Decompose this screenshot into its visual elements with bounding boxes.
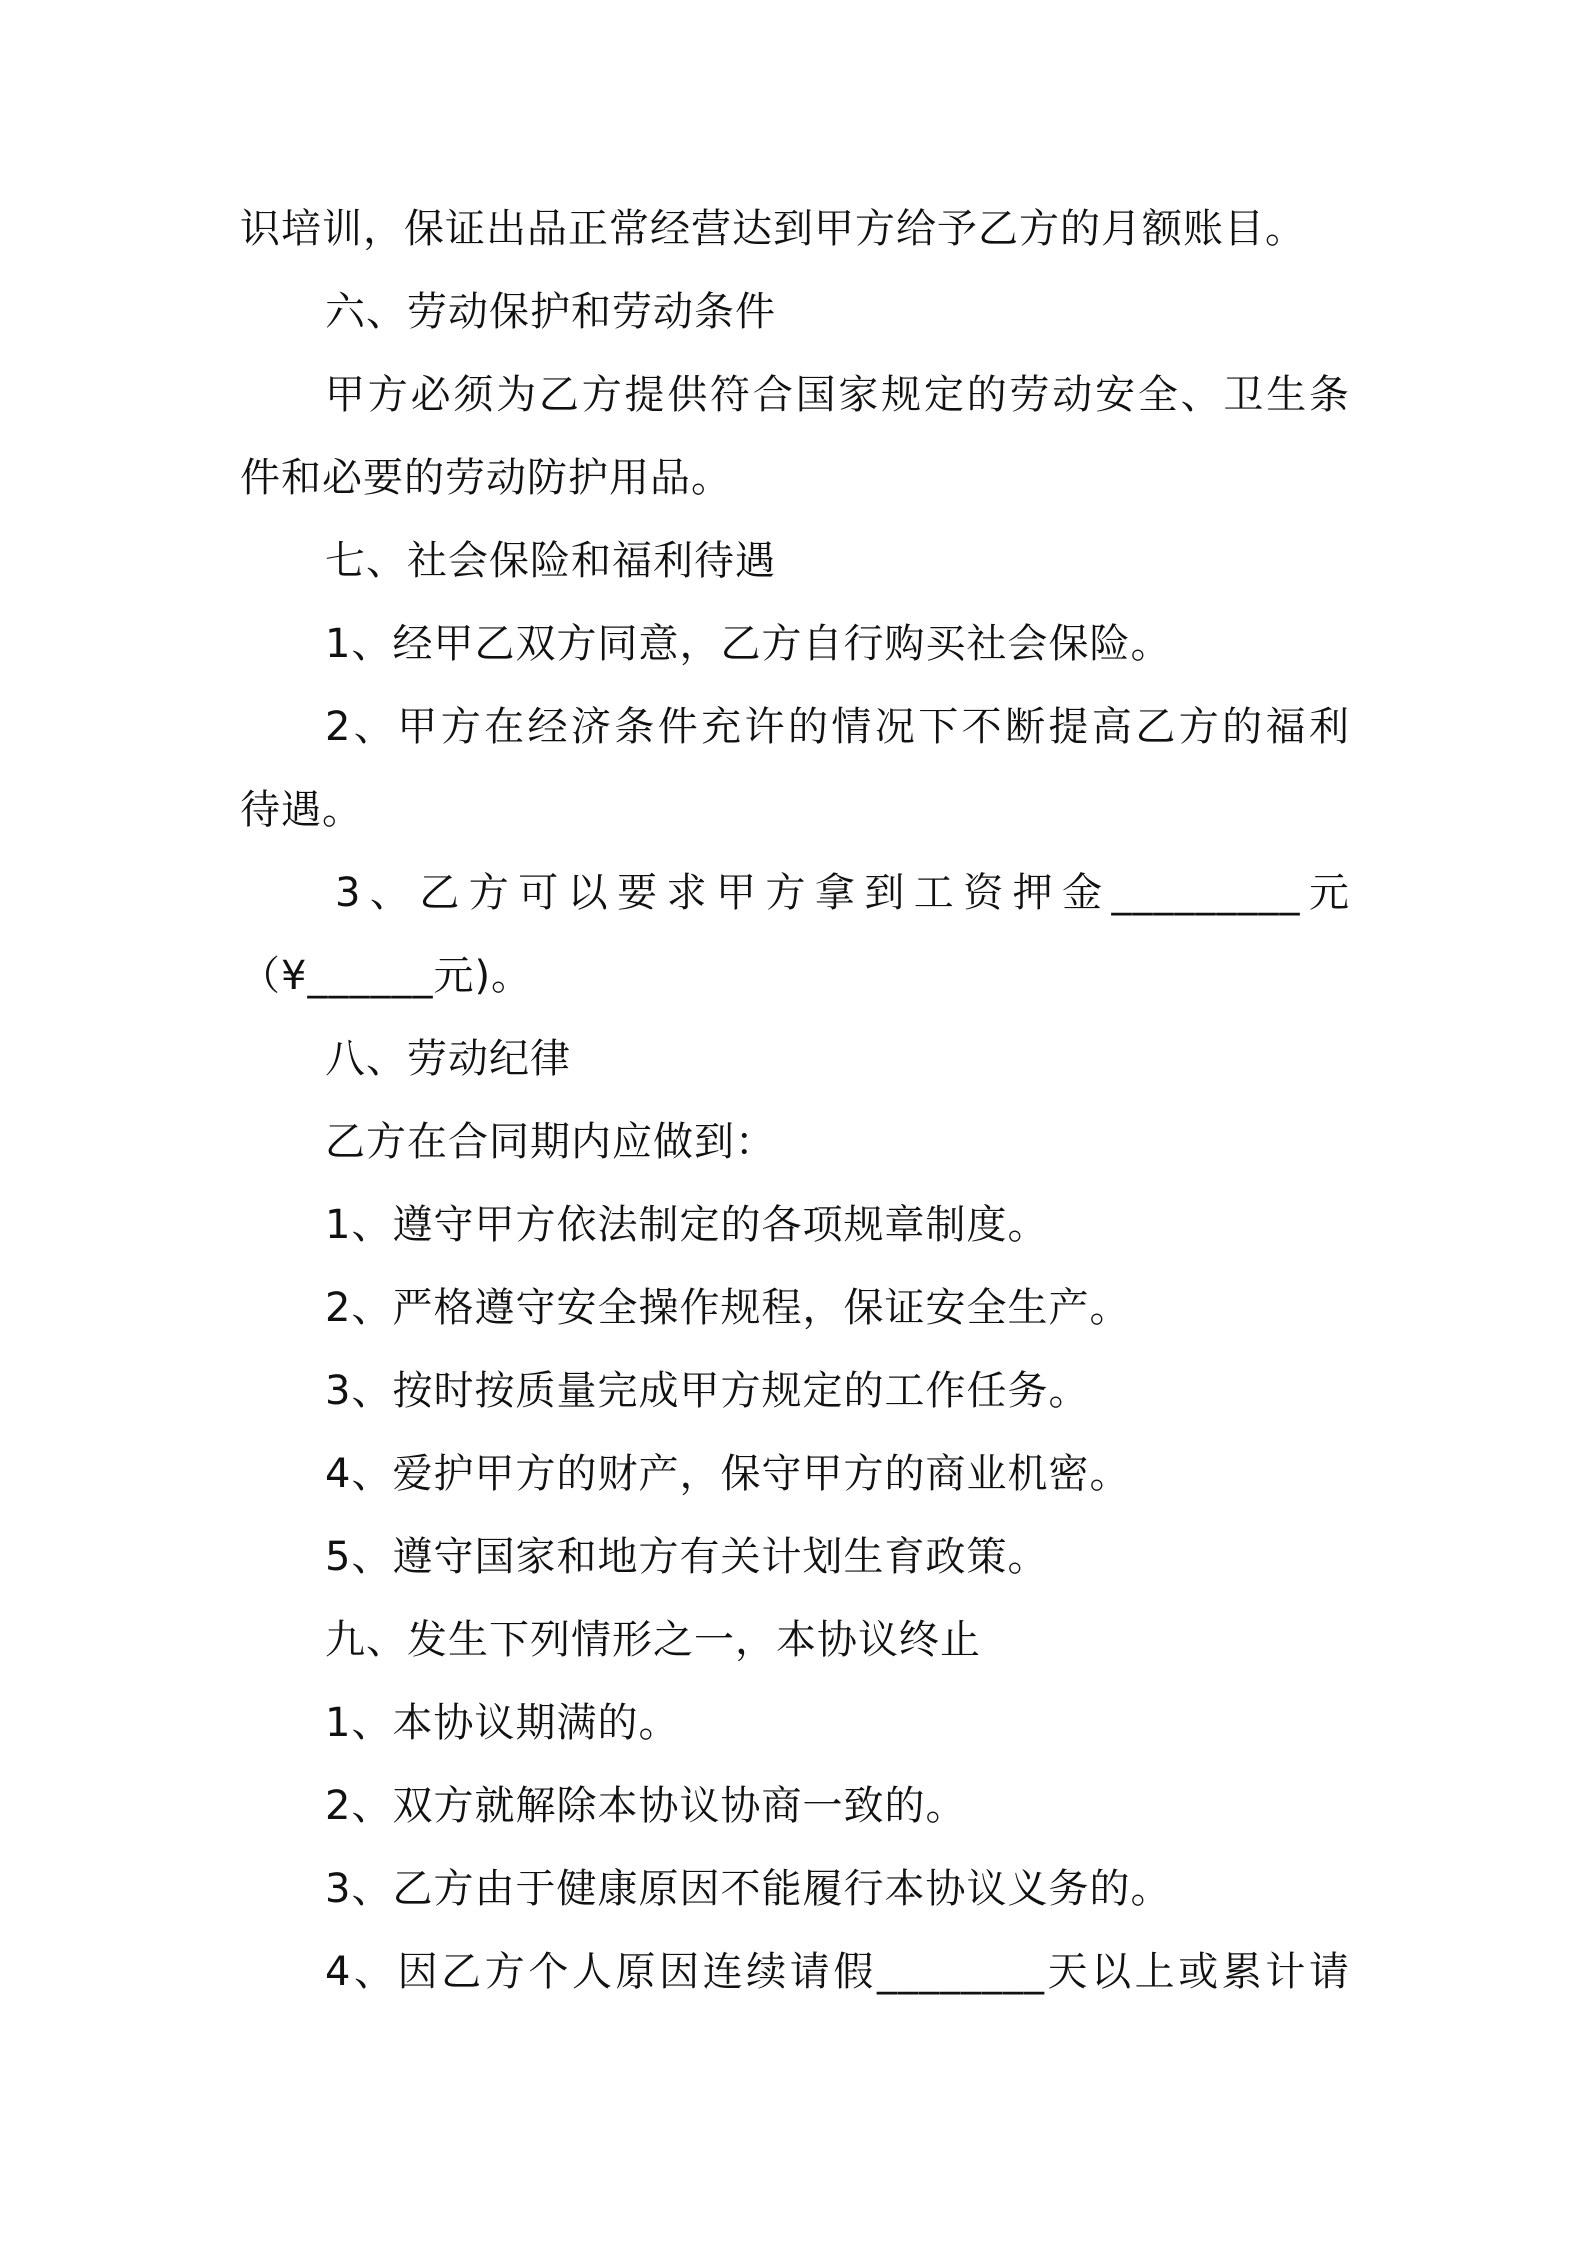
list-item: 1、经甲乙双方同意，乙方自行购买社会保险。 xyxy=(325,621,1172,667)
paragraph-line: 甲方必须为乙方提供符合国家规定的劳动安全、卫生条 xyxy=(325,372,1350,418)
section-heading-termination: 九、发生下列情形之一，本协议终止 xyxy=(325,1617,981,1663)
paragraph-line: 乙方在合同期内应做到： xyxy=(325,1119,776,1165)
paragraph-line: 件和必要的劳动防护用品。 xyxy=(240,455,732,501)
list-item: 4、因乙方个人原因连续请假________天以上或累计请 xyxy=(325,1949,1350,1995)
list-item: 3、按时按质量完成甲方规定的工作任务。 xyxy=(325,1368,1090,1414)
list-item: 2、双方就解除本协议协商一致的。 xyxy=(325,1783,967,1829)
list-item-wage-deposit: 3、乙方可以要求甲方拿到工资押金_________元 xyxy=(335,870,1350,916)
paragraph-line: 待遇。 xyxy=(240,787,363,833)
paragraph-line: （¥______元)。 xyxy=(240,953,533,999)
list-item: 2、严格遵守安全操作规程，保证安全生产。 xyxy=(325,1285,1131,1331)
list-item: 2、甲方在经济条件充许的情况下不断提高乙方的福利 xyxy=(325,704,1350,750)
section-heading-labor-protection: 六、劳动保护和劳动条件 xyxy=(325,289,776,335)
section-heading-labor-discipline: 八、劳动纪律 xyxy=(325,1036,571,1082)
section-heading-social-insurance: 七、社会保险和福利待遇 xyxy=(325,538,776,584)
list-item: 1、遵守甲方依法制定的各项规章制度。 xyxy=(325,1202,1049,1248)
list-item: 5、遵守国家和地方有关计划生育政策。 xyxy=(325,1534,1049,1580)
list-item: 1、本协议期满的。 xyxy=(325,1700,680,1746)
list-item: 4、爱护甲方的财产，保守甲方的商业机密。 xyxy=(325,1451,1131,1497)
list-item: 3、乙方由于健康原因不能履行本协议义务的。 xyxy=(325,1866,1172,1912)
paragraph-line: 识培训，保证出品正常经营达到甲方给予乙方的月额账目。 xyxy=(240,206,1306,252)
